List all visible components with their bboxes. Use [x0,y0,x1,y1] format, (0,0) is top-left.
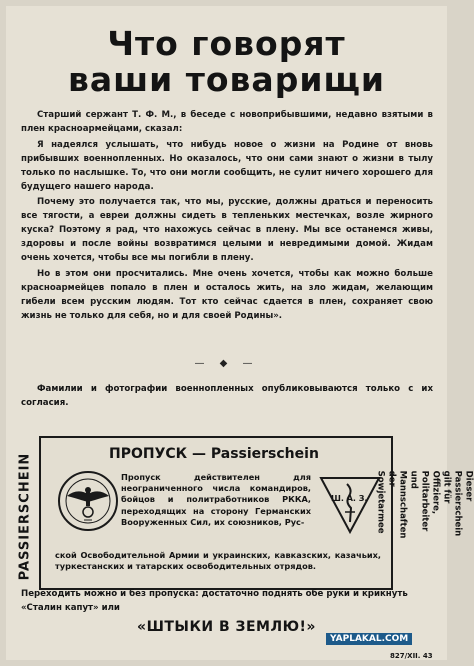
paragraph: Старший сержант Т. Ф. М., в беседе с новоприбывшими, недавно взятыми в плен красноармейцами, сказал: [21,110,433,134]
consent-note: Фамилии и фотографии военнопленных опубликовываются только с их согласия. [21,384,433,408]
eagle-seal-icon [57,470,119,532]
footer-line-2: «Сталин капут» или [21,602,120,613]
pass-heading: ПРОПУСК — Passierschein [109,446,319,462]
passierschein-side-label [14,431,36,601]
paragraph: Почему это получается так, что мы, русские, должны драться и переносить все тягости, а евреи должны сидеть в тепленьких местечках, возле жирного куска? Поэтому я рад, что нахожусь сейчас в плену. Мы все останемся живы, здоровы и после войны возвратимся целыми и невредимыми домой. Жидам очень хочется, чтобы все мы погибли в плену. [21,197,433,264]
title-line-2: ваши товарищи [67,60,386,99]
footer-instruction [21,588,433,616]
print-code: 827/XII. 43 [390,652,433,660]
leaflet-page [6,6,474,660]
watermark: YAPLAKAL.COM [326,633,412,645]
paragraph: Я надеялся услышать, что нибудь новое о жизни на Родине от вновь прибывших военнопленных. Но оказалось, что они сами знают о жизни в тылу только по наслышке. То, что они могли сообщить, не сулит ничего хорошего для будущего нашего народа. [21,139,433,192]
slogan: «ШТЫКИ В ЗЕМЛЮ!» [137,619,316,635]
ornament-divider: — ◆ — [194,358,259,369]
pass-box [39,436,393,590]
german-side-note [375,416,474,592]
footer-line-1: Переходить можно и без пропуска: достаточно поднять обе руки и крикнуть [21,589,408,599]
stamp-icon [319,474,381,536]
german-side-text: Dieser Passierschein gilt für Offiziere, Politarbeiter und Mannschaften der Sowjetarmee [375,470,474,538]
paragraph: Но в этом они просчитались. Мне очень хочется, чтобы как можно больше красноармейцев попало в плен и осталось жить, на зло жидам, желающим гибели всем русским людям. Тот кто сейчас сдается в плен, сохраняет свою жизнь не только для себя, но и для своей Родины». [21,268,433,321]
stamp-label: Ш. А. З. [331,494,368,503]
pass-text-bottom: ской Освободительной Армии и украинских, кавказских, казачьих, туркестанских и татарских освободительных отрядов. [55,550,381,572]
pass-text-top: Пропуск действителен для неограниченного числа командиров, бойцов и политработников РККА, переходящих на сторону Германских Вооруженных Сил, их союзников, Рус- [121,472,311,527]
title-line-1: Что говорят [107,24,346,63]
passierschein-text: PASSIERSCHEIN [17,452,33,580]
body-text [21,109,433,326]
